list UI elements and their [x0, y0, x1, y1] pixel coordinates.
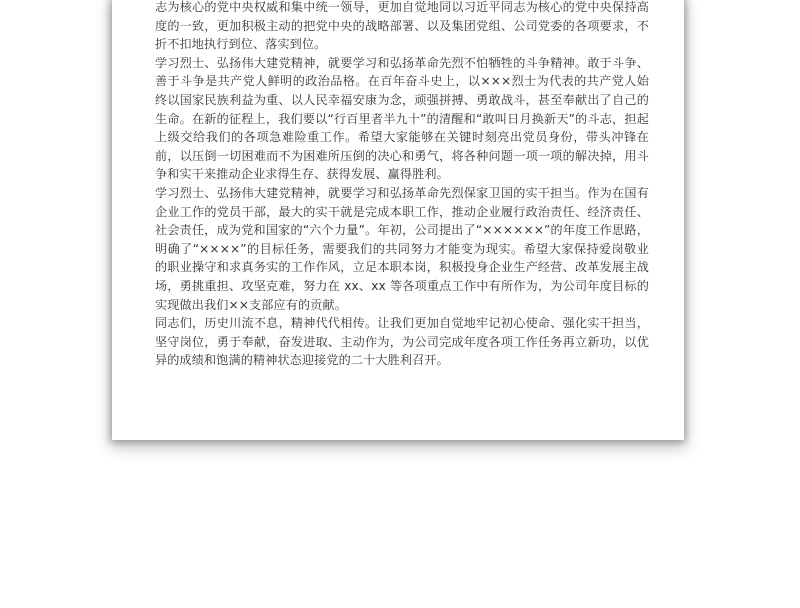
paragraph-2: 学习烈士、弘扬伟大建党精神，就要学习和弘扬革命先烈不怕牺牲的斗争精神。敢于斗争、善于斗争是共产党人鲜明的政治品格。在百年奋斗史上，以×××烈士为代表的共产党人始终以国家民族利益为重、以人民幸福安康为念，顽强拼搏、勇敢战斗，甚至奉献出了自己的生命。在新的征程上，我们要以“行百里者半九十”的清醒和“敢叫日月换新天”的斗志，担起上级交给我们的各项急难险重工作。希望大家能够在关键时刻亮出党员身份，带头冲锋在前，以压倒一切困难而不为困难所压倒的决心和勇气，将各种问题一项一项的解决掉，用斗争和实干来推动企业求得生存、获得发展、赢得胜利。 — [155, 55, 649, 182]
paragraph-4: 同志们，历史川流不息，精神代代相传。让我们更加自觉地牢记初心使命、强化实干担当，坚守岗位，勇于奉献，奋发进取、主动作为，为公司完成年度各项工作任务再立新功，以优异的成绩和饱满的精神状态迎接党的二十大胜利召开。 — [155, 316, 649, 368]
document-body — [155, 0, 649, 370]
document-page — [112, 0, 684, 440]
paragraph-3: 学习烈士、弘扬伟大建党精神，就要学习和弘扬革命先烈保家卫国的实干担当。作为在国有企业工作的党员干部，最大的实干就是完成本职工作，推动企业履行政治责任、经济责任、社会责任，成为党和国家的“六个力量”。年初，公司提出了“××××××”的年度工作思路，明确了“××××”的目标任务，需要我们的共同努力才能变为现实。希望大家保持爱岗敬业的职业操守和求真务实的工作作风，立足本职本岗，积极投身企业生产经营、改革发展主战场，勇挑重担、攻坚克难，努力在 xx、xx 等各项重点工作中有所作为，为公司年度目标的实现做出我们××支部应有的贡献。 — [155, 185, 649, 312]
paragraph-1: 志为核心的党中央权威和集中统一领导，更加自觉地同以习近平同志为核心的党中央保持高度的一致，更加积极主动的把党中央的战略部署、以及集团党组、公司党委的各项要求，不折不扣地执行到位、落实到位。 — [155, 0, 649, 52]
